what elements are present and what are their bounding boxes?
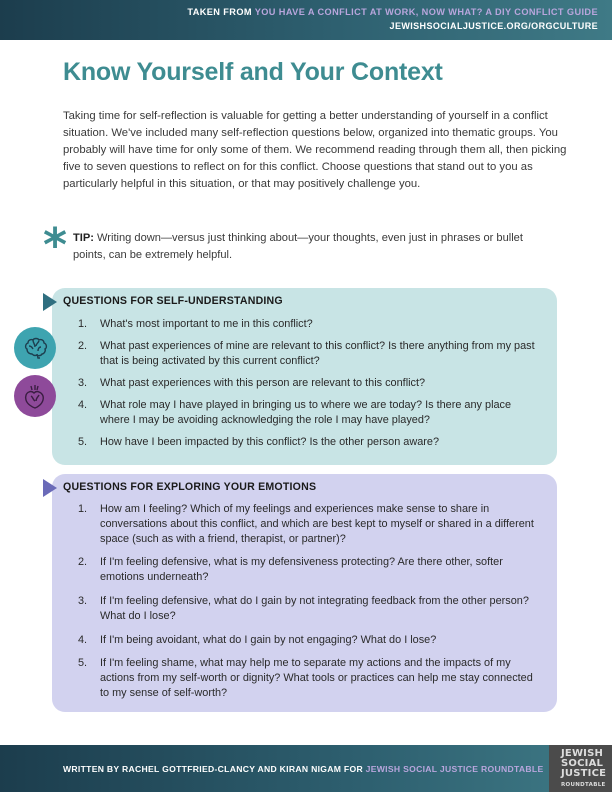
org-link[interactable]: JEWISH SOCIAL JUSTICE ROUNDTABLE (365, 764, 544, 774)
list-item (78, 435, 543, 450)
item-number: 2. (78, 339, 88, 352)
logo-line: SOCIAL (561, 758, 604, 769)
section-arrow-icon (43, 479, 57, 497)
list-item (78, 398, 543, 428)
taken-from-label: TAKEN FROM (187, 7, 252, 17)
logo-line: JUSTICE (561, 768, 607, 779)
brain-icon (14, 327, 56, 369)
item-number: 5. (78, 657, 88, 670)
item-number: 5. (78, 435, 88, 448)
section-arrow-icon (43, 293, 57, 311)
item-number: 1. (78, 503, 88, 515)
credit-authors: WRITTEN BY RACHEL GOTTFRIED-CLANCY AND KIRAN NIGAM FOR (63, 764, 363, 774)
item-number: 4. (78, 633, 88, 646)
item-text: What's most important to me in this conflict? (100, 318, 313, 330)
list-item (78, 317, 543, 332)
header-url-link[interactable]: JEWISHSOCIALJUSTICE.ORG/ORGCULTURE (389, 21, 598, 31)
self-understanding-questions (78, 317, 543, 457)
item-text: How am I feeling? Which of my feelings and experiences make sense to share in conversations about this conflict, and which are best kept to myself or shared in a different space (such as with a friend, therapist, or partner)? (100, 503, 534, 545)
footer-credit (63, 764, 543, 774)
header-source (187, 7, 598, 17)
logo-line: JEWISH (561, 748, 604, 759)
list-item (78, 339, 543, 369)
tip-body: Writing down—versus just thinking about—your thoughts, even just in phrases or bullet points, can be extremely helpful. (73, 232, 523, 261)
item-number: 3. (78, 594, 88, 607)
page-title: Know Yourself and Your Context (63, 58, 443, 86)
section-heading-emotions: QUESTIONS FOR EXPLORING YOUR EMOTIONS (63, 481, 317, 493)
list-item (78, 656, 538, 700)
tip-label: TIP: (73, 232, 94, 244)
section-heading-self-understanding: QUESTIONS FOR SELF-UNDERSTANDING (63, 295, 283, 307)
intro-paragraph: Taking time for self-reflection is valuable for getting a better understanding of yourself in a conflict situation. We've included many self-reflection questions below, organized into thematic groups. You probably will have time for only some of them. We recommend reading through them all, then picking five to seven questions to reflect on for this conflict. Choose questions that stand out to you as particularly helpful in this situation, or that may positively challenge you. (63, 110, 567, 190)
emotions-questions (78, 502, 538, 710)
item-text: What role may I have played in bringing us to where we are today? Is there any place where I may be avoiding acknowledging the role I may have played? (100, 398, 512, 426)
list-item (78, 376, 543, 391)
item-text: What past experiences of mine are relevant to this conflict? Is there anything from my past that is being activated by this current conflict? (100, 339, 535, 367)
asterisk-icon: * (43, 218, 68, 272)
item-number: 1. (78, 318, 88, 330)
list-item (78, 555, 538, 585)
item-text: If I'm being avoidant, what do I gain by not engaging? What do I lose? (100, 633, 437, 646)
list-item (78, 594, 538, 624)
item-text: How have I been impacted by this conflict? Is the other person aware? (100, 435, 440, 448)
item-number: 4. (78, 398, 88, 411)
footer-banner (0, 745, 612, 792)
item-number: 3. (78, 376, 88, 389)
tip-text (73, 230, 558, 263)
item-number: 2. (78, 556, 88, 569)
item-text: If I'm feeling defensive, what do I gain by not integrating feedback from the other person? What do I lose? (100, 594, 529, 622)
heart-icon (14, 375, 56, 417)
jsjr-logo (549, 745, 612, 792)
list-item (78, 633, 538, 648)
item-text: What past experiences with this person are relevant to this conflict? (100, 376, 426, 389)
item-text: If I'm feeling defensive, what is my defensiveness protecting? Are there other, softer emotions underneath? (100, 556, 503, 584)
guide-title-link[interactable]: YOU HAVE A CONFLICT AT WORK, NOW WHAT? A DIY CONFLICT GUIDE (254, 7, 598, 17)
header-banner (0, 0, 612, 40)
logo-line: ROUNDTABLE (561, 782, 606, 788)
item-text: If I'm feeling shame, what may help me to separate my actions and the impacts of my actions from my self-worth or dignity? What tools or practices can help me stay connected to my sense of self-worth? (100, 657, 533, 699)
list-item (78, 502, 538, 546)
